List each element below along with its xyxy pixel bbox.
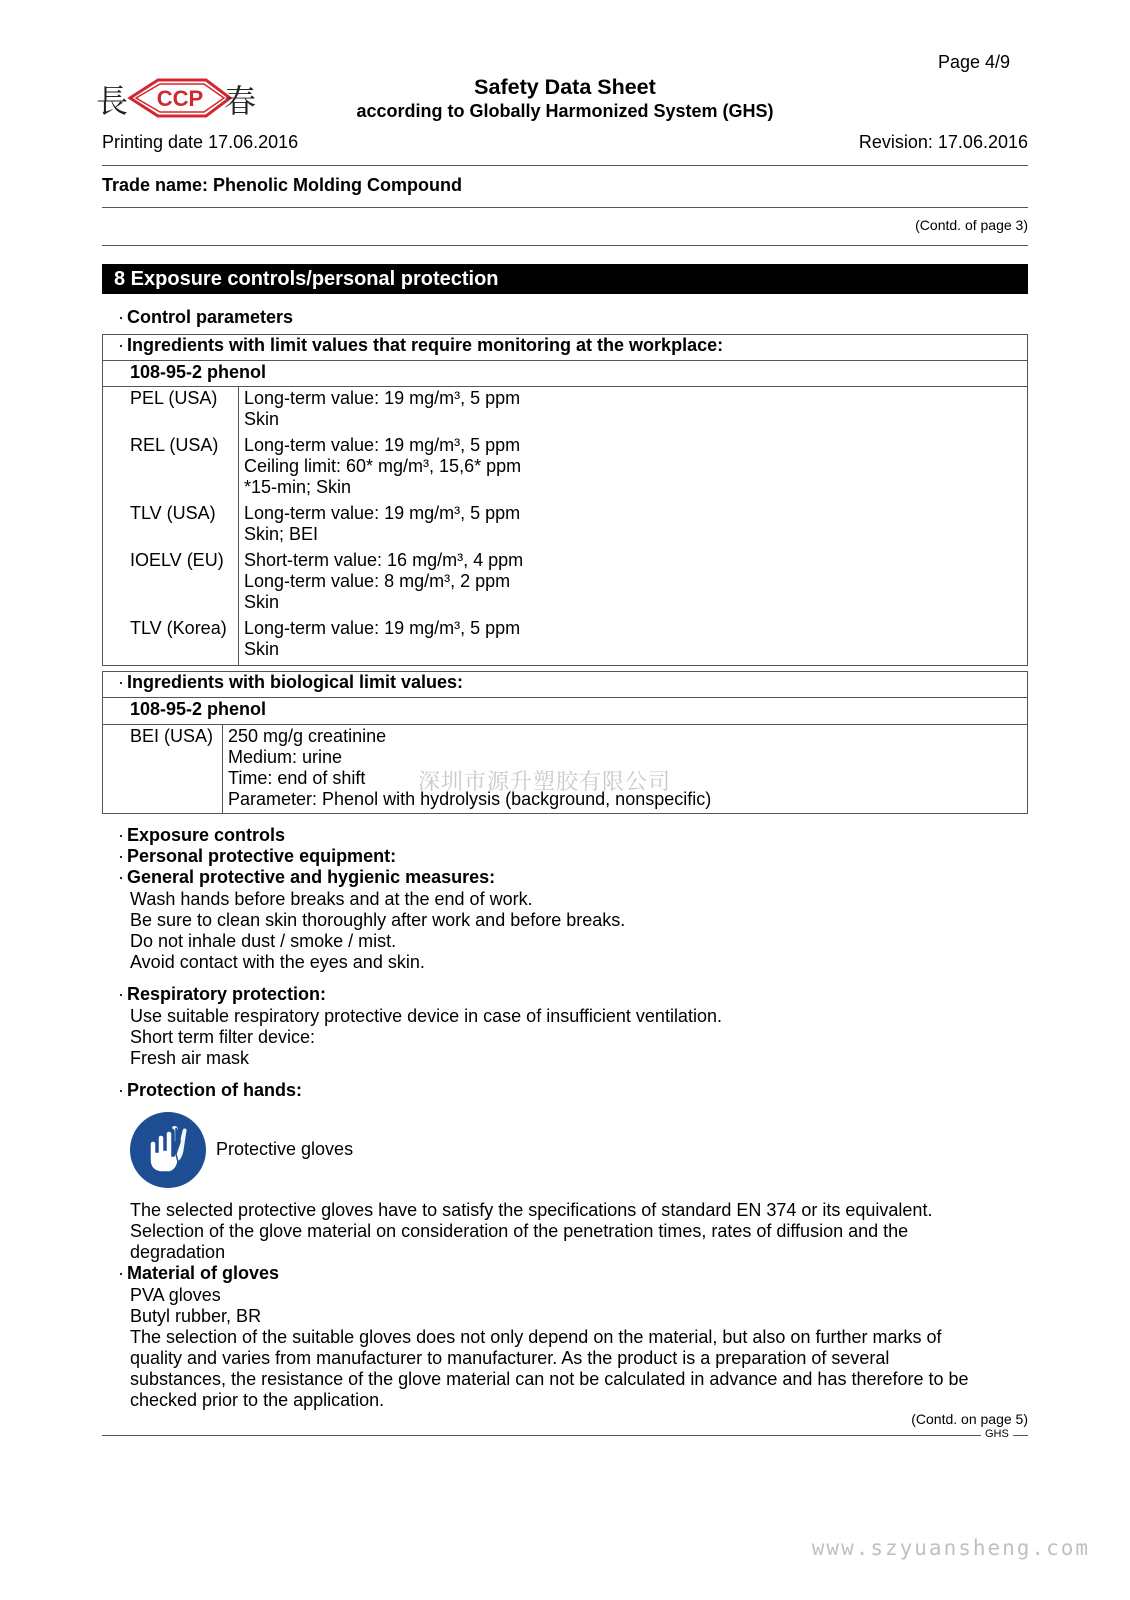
glove-material-paragraph: The selection of the suitable gloves does not only depend on the material, but also on further marks of (130, 1327, 942, 1347)
logo-left-char: 長 (96, 82, 129, 120)
respiratory-line: Use suitable respiratory protective device in case of insufficient ventilation. (130, 1006, 722, 1026)
limit-substance: 108-95-2 phenol (130, 362, 267, 382)
website-watermark: www.szyuansheng.com (811, 1536, 1090, 1560)
limit-row-value: Ceiling limit: 60* mg/m³, 15,6* ppm (244, 456, 522, 476)
limit-row-value: *15-min; Skin (244, 477, 352, 497)
glove-material-paragraph: checked prior to the application. (130, 1390, 385, 1410)
general-measure-line: Do not inhale dust / smoke / mist. (130, 931, 397, 951)
glove-material-paragraph: substances, the resistance of the glove material can not be calculated in advance and has therefore to be (130, 1369, 969, 1389)
bio-row-value: Medium: urine (228, 747, 343, 767)
bio-row-label: BEI (USA) (130, 726, 214, 746)
footer-divider (102, 1435, 1028, 1436)
gloves-selection-line: Selection of the glove material on consideration of the penetration times, rates of diffusion and the (130, 1221, 909, 1241)
header-divider (102, 165, 1028, 166)
respiratory-line: Fresh air mask (130, 1048, 250, 1068)
document-title-block (300, 74, 830, 122)
contd-divider (102, 245, 1028, 246)
contd-on-next: (Contd. on page 5) (911, 1411, 1028, 1427)
bio-row-value: Time: end of shift (228, 768, 366, 788)
limit-row-label: REL (USA) (130, 435, 219, 455)
protective-gloves-icon (130, 1112, 206, 1188)
document-subtitle: according to Globally Harmonized System (GHS) (356, 101, 774, 121)
gloves-standard-line: The selected protective gloves have to satisfy the specifications of standard EN 374 or its equivalent. (130, 1200, 933, 1220)
bio-substance: 108-95-2 phenol (130, 699, 267, 719)
limit-row-label: IOELV (EU) (130, 550, 224, 570)
respiratory-line: Short term filter device: (130, 1027, 316, 1047)
control-parameters-heading: · Control parameters (118, 307, 294, 327)
bio-row-value: 250 mg/g creatinine (228, 726, 387, 746)
limit-values-table (102, 334, 1028, 666)
revision-date: Revision: 17.06.2016 (858, 132, 1028, 152)
gloves-icon-label: Protective gloves (216, 1139, 354, 1159)
general-measure-line: Wash hands before breaks and at the end of work. (130, 889, 533, 909)
limit-row-value: Skin (244, 639, 280, 659)
general-measure-line: Be sure to clean skin thoroughly after work and before breaks. (130, 910, 626, 930)
glove-material-paragraph: quality and varies from manufacturer to manufacturer. As the product is a preparation of several (130, 1348, 890, 1368)
limit-row-value: Short-term value: 16 mg/m³, 4 ppm (244, 550, 524, 570)
page-number: Page 4/9 (937, 52, 1010, 72)
limit-row-value: Skin; BEI (244, 524, 319, 544)
limit-row-value: Long-term value: 19 mg/m³, 5 ppm (244, 618, 521, 638)
biological-limit-heading: · Ingredients with biological limit values: (118, 672, 464, 692)
ppe-heading: · Personal protective equipment: (118, 846, 397, 866)
limit-row-value: Long-term value: 19 mg/m³, 5 ppm (244, 388, 521, 408)
limit-row-label: PEL (USA) (130, 388, 218, 408)
contd-from-previous: (Contd. of page 3) (915, 217, 1028, 233)
limit-row-value: Long-term value: 8 mg/m³, 2 ppm (244, 571, 511, 591)
section-title-bar: 8 Exposure controls/personal protection (102, 264, 1028, 294)
limit-values-heading: · Ingredients with limit values that require monitoring at the workplace: (118, 335, 724, 355)
glove-material-heading: · Material of gloves (118, 1263, 280, 1283)
ghs-tag: GHS (981, 1428, 1013, 1440)
limit-row-value: Long-term value: 19 mg/m³, 5 ppm (244, 435, 521, 455)
document-title: Safety Data Sheet (474, 75, 656, 99)
hands-heading: · Protection of hands: (118, 1080, 302, 1100)
company-watermark: 深圳市源升塑胶有限公司 (418, 769, 672, 794)
printing-date: Printing date 17.06.2016 (102, 132, 299, 152)
logo-text: CCP (156, 86, 204, 111)
respiratory-heading: · Respiratory protection: (118, 984, 327, 1004)
gloves-selection-line: degradation (130, 1242, 226, 1262)
limit-row-value: Skin (244, 409, 280, 429)
trade-name: Trade name: Phenolic Molding Compound (102, 175, 463, 195)
company-logo (96, 72, 261, 124)
logo-right-char: 春 (224, 82, 257, 120)
exposure-controls-heading: · Exposure controls (118, 825, 286, 845)
general-measures-heading: · General protective and hygienic measures: (118, 867, 496, 887)
glove-material-item: PVA gloves (130, 1285, 221, 1305)
limit-row-value: Skin (244, 592, 280, 612)
limit-row-label: TLV (Korea) (130, 618, 227, 638)
limit-row-value: Long-term value: 19 mg/m³, 5 ppm (244, 503, 521, 523)
trade-divider (102, 207, 1028, 208)
general-measure-line: Avoid contact with the eyes and skin. (130, 952, 425, 972)
glove-material-item: Butyl rubber, BR (130, 1306, 262, 1326)
bio-row-value: Parameter: Phenol with hydrolysis (background, nonspecific) (228, 789, 712, 809)
limit-row-label: TLV (USA) (130, 503, 216, 523)
